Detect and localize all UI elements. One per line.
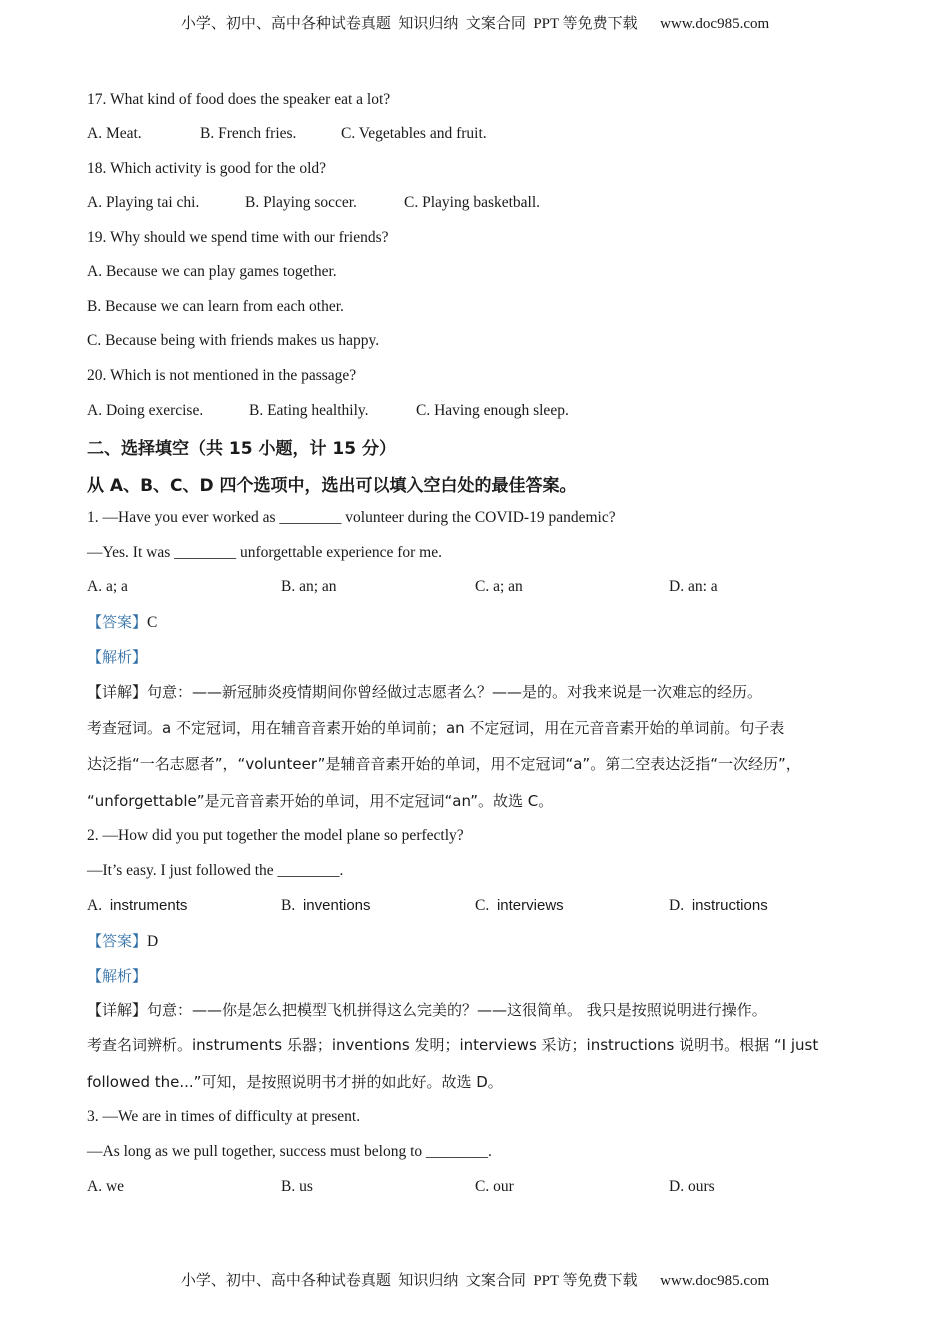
page-footer	[0, 1269, 950, 1290]
q2-analysis	[87, 966, 147, 987]
q1-detail-line2: 考查冠词。a 不定冠词，用在辅音音素开始的单词前；an 不定冠词，用在元音音素开始的单词前。句子表	[87, 719, 785, 737]
q18-stem: 18. Which activity is good for the old?	[87, 160, 327, 177]
analysis-tag: 【解析】	[87, 967, 148, 985]
q2-detail-line2: 考查名词辨析。instruments 乐器；inventions 发明；interviews 采访；instructions 说明书。根据 “I just	[87, 1036, 819, 1054]
q1-option-a: A. a; a	[87, 578, 128, 595]
q20-option-c: C. Having enough sleep.	[416, 402, 569, 419]
q3-line2: —As long as we pull together, success must belong to ________.	[87, 1143, 492, 1160]
q2-line2: —It’s easy. I just followed the ________.	[87, 862, 344, 879]
q2-option-c-text: interviews	[496, 897, 564, 914]
page-header	[0, 12, 950, 33]
q1-option-d: D. an: a	[669, 578, 718, 595]
q1-option-c: C. a; an	[475, 578, 523, 595]
q1-line2: —Yes. It was ________ unforgettable experience for me.	[87, 544, 442, 561]
q18-option-c: C. Playing basketball.	[404, 194, 541, 211]
q2-option-d-text: instructions	[691, 897, 768, 914]
footer-url[interactable]: www.doc985.com	[660, 1273, 770, 1289]
q17-stem: 17. What kind of food does the speaker eat a lot?	[87, 91, 391, 108]
q2-detail-line1: 【详解】句意：——你是怎么把模型飞机拼得这么完美的？——这很简单。 我只是按照说明进行操作。	[87, 1001, 767, 1019]
answer-value: D	[147, 933, 159, 950]
q1-detail-line4: “unforgettable”是元音音素开始的单词，用不定冠词“an”。故选 C。	[87, 792, 554, 810]
q1-analysis	[87, 647, 147, 668]
q2-option-d	[669, 896, 768, 916]
q17-option-c: C. Vegetables and fruit.	[341, 125, 487, 142]
q17-option-b: B. French fries.	[200, 125, 297, 142]
q3-option-b: B. us	[281, 1178, 313, 1195]
q1-option-b: B. an; an	[281, 578, 337, 595]
q2-detail-line3: followed the...”可知，是按照说明书才拼的如此好。故选 D。	[87, 1073, 503, 1091]
header-url[interactable]: www.doc985.com	[660, 16, 770, 32]
section-title: 二、选择填空（共 15 小题，计 15 分）	[87, 439, 396, 459]
q20-stem: 20. Which is not mentioned in the passage?	[87, 367, 357, 384]
q19-option-b: B. Because we can learn from each other.	[87, 298, 344, 315]
q2-option-a-letter: A.	[87, 897, 103, 914]
q3-option-d: D. ours	[669, 1178, 715, 1195]
q20-option-a: A. Doing exercise.	[87, 402, 204, 419]
analysis-tag: 【解析】	[87, 648, 148, 666]
answer-tag: 【答案】	[87, 613, 148, 631]
answer-value: C	[147, 614, 158, 631]
q2-option-a-text: instruments	[109, 897, 188, 914]
q2-option-b	[281, 896, 371, 916]
q18-option-a: A. Playing tai chi.	[87, 194, 200, 211]
q2-option-a	[87, 896, 187, 916]
footer-text: 小学、初中、高中各种试卷真题 知识归纳 文案合同 PPT 等免费下载	[180, 1273, 638, 1289]
q1-line1: 1. —Have you ever worked as ________ volunteer during the COVID-19 pandemic?	[87, 509, 616, 526]
q19-option-c: C. Because being with friends makes us happy.	[87, 332, 380, 349]
q1-detail-line3: 达泛指“一名志愿者”，“volunteer”是辅音音素开始的单词，用不定冠词“a”。第二空表达泛指“一次经历”，	[87, 755, 801, 773]
q2-option-b-letter: B.	[281, 897, 296, 914]
q2-option-b-text: inventions	[302, 897, 371, 914]
q2-line1: 2. —How did you put together the model plane so perfectly?	[87, 827, 464, 844]
q19-option-a: A. Because we can play games together.	[87, 263, 337, 280]
q3-line1: 3. —We are in times of difficulty at present.	[87, 1108, 361, 1125]
section-instruction: 从 A、B、C、D 四个选项中，选出可以填入空白处的最佳答案。	[87, 476, 577, 496]
q20-option-b: B. Eating healthily.	[249, 402, 369, 419]
q1-answer	[87, 612, 157, 633]
q18-option-b: B. Playing soccer.	[245, 194, 357, 211]
q2-option-c	[475, 896, 564, 916]
q3-option-a: A. we	[87, 1178, 125, 1195]
q1-detail-line1: 【详解】句意：——新冠肺炎疫情期间你曾经做过志愿者么？——是的。对我来说是一次难忘的经历。	[87, 683, 763, 701]
q2-option-c-letter: C.	[475, 897, 490, 914]
q2-option-d-letter: D.	[669, 897, 685, 914]
q17-option-a: A. Meat.	[87, 125, 142, 142]
header-text: 小学、初中、高中各种试卷真题 知识归纳 文案合同 PPT 等免费下载	[180, 16, 638, 32]
q3-option-c: C. our	[475, 1178, 514, 1195]
answer-tag: 【答案】	[87, 932, 148, 950]
q19-stem: 19. Why should we spend time with our friends?	[87, 229, 389, 246]
q2-answer	[87, 931, 158, 952]
